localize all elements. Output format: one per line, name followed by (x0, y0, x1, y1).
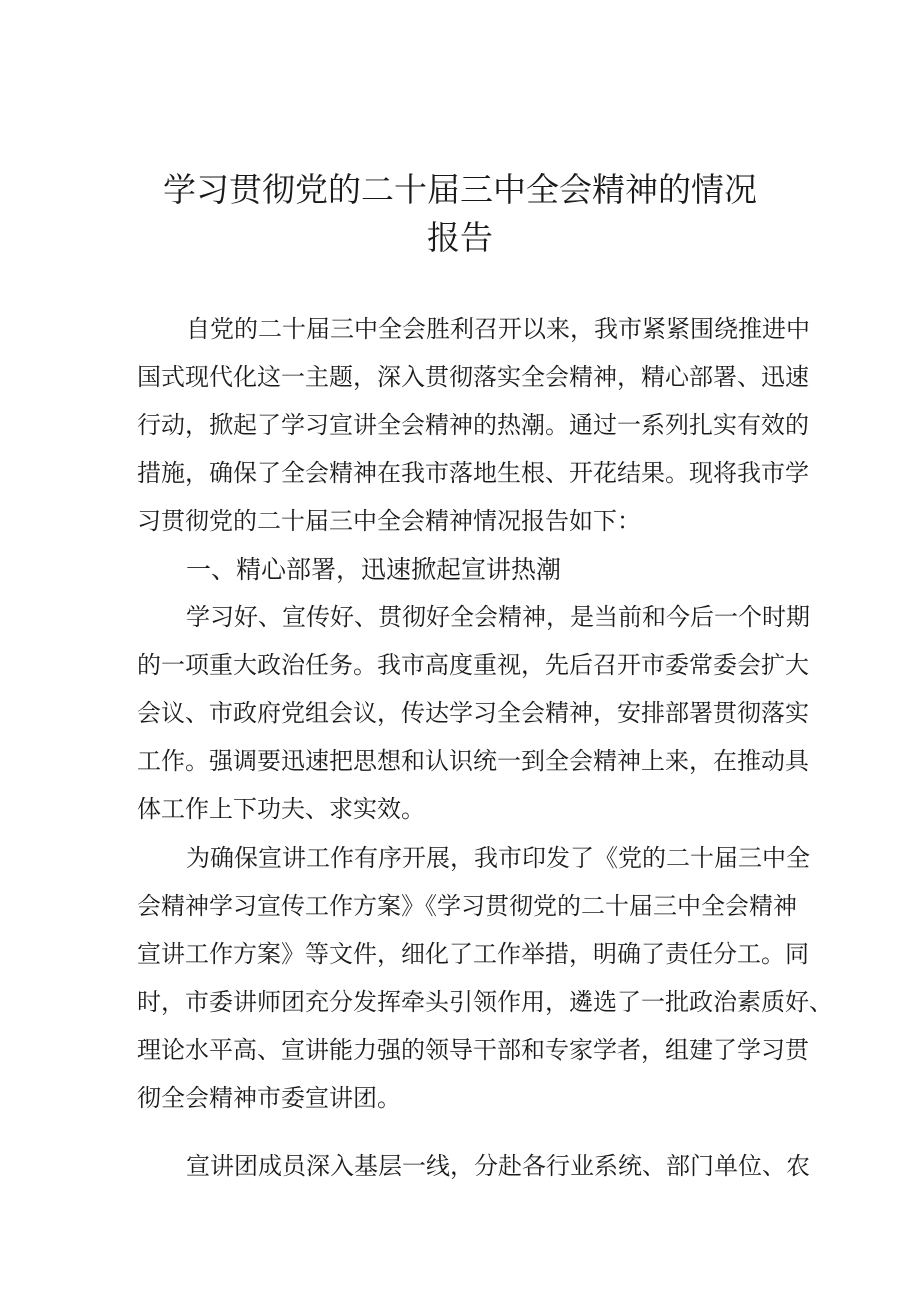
paragraph-3-line-1: 为确保宣讲工作有序开展，我市印发了《党的二十届三中全 (186, 844, 810, 872)
paragraph-3-line-5: 理论水平高、宣讲能力强的领导干部和专家学者，组建了学习贯 (137, 1036, 809, 1064)
document-title-line-1: 学习贯彻党的二十届三中全会精神的情况 (163, 170, 757, 209)
document-title-line-2: 报告 (427, 218, 493, 257)
paragraph-1-line-4: 措施，确保了全会精神在我市落地生根、开花结果。现将我市学 (137, 459, 809, 487)
paragraph-4-line-1: 宣讲团成员深入基层一线，分赴各行业系统、部门单位、农 (186, 1152, 810, 1180)
paragraph-2-line-2: 的一项重大政治任务。我市高度重视，先后召开市委常委会扩大 (137, 651, 809, 679)
paragraph-3-line-6: 彻全会精神市委宣讲团。 (137, 1084, 401, 1112)
paragraph-3-line-4: 时，市委讲师团充分发挥牵头引领作用，遴选了一批政治素质好、 (137, 988, 833, 1016)
paragraph-2-line-4: 工作。强调要迅速把思想和认识统一到全会精神上来，在推动具 (137, 747, 809, 775)
section-heading-1: 一、精心部署，迅速掀起宣讲热潮 (186, 555, 562, 584)
paragraph-1-line-1: 自党的二十届三中全会胜利召开以来，我市紧紧围绕推进中 (186, 315, 810, 343)
paragraph-2-line-1: 学习好、宣传好、贯彻好全会精神，是当前和今后一个时期 (186, 603, 810, 631)
paragraph-2-line-3: 会议、市政府党组会议，传达学习全会精神，安排部署贯彻落实 (137, 699, 809, 727)
paragraph-3-line-2: 会精神学习宣传工作方案》《学习贯彻党的二十届三中全会精神 (137, 892, 797, 920)
paragraph-1-line-3: 行动，掀起了学习宣讲全会精神的热潮。通过一系列扎实有效的 (137, 411, 809, 439)
paragraph-2-line-5: 体工作上下功夫、求实效。 (137, 795, 425, 823)
paragraph-1-line-2: 国式现代化这一主题，深入贯彻落实全会精神，精心部署、迅速 (137, 363, 809, 391)
paragraph-1-line-5: 习贯彻党的二十届三中全会精神情况报告如下： (137, 507, 641, 535)
paragraph-3-line-3: 宣讲工作方案》等文件，细化了工作举措，明确了责任分工。同 (137, 940, 809, 968)
